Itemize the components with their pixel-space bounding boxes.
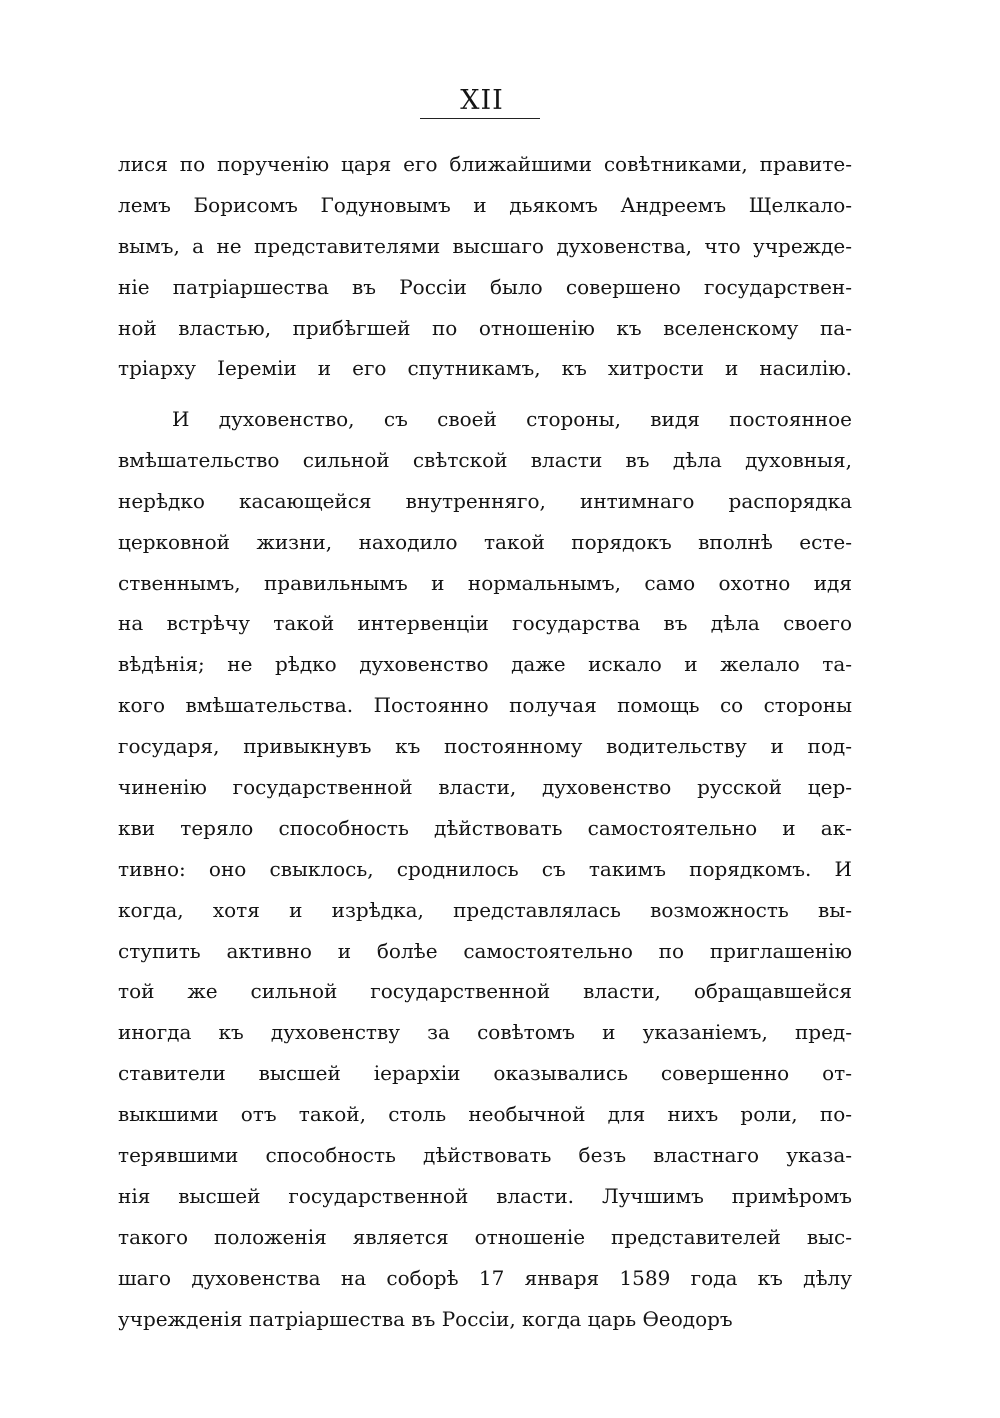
text-line: тріарху Іереміи и его спутникамъ, къ хитрости и насилію. [118,356,852,381]
page-number-rule [420,118,540,119]
text-line: шаго духовенства на соборѣ 17 января 1589 года къ дѣлу [118,1265,852,1290]
text-line: вѣдѣнія; не рѣдко духовенство даже искало и желало та- [118,652,852,677]
text-line: лемъ Борисомъ Годуновымъ и дьякомъ Андреемъ Щелкало- [118,192,852,217]
text-line: нерѣдко касающейся внутренняго, интимнаго распорядка [118,488,852,513]
text-line: церковной жизни, находило такой порядокъ вполнѣ есте- [118,529,852,554]
text-line: государя, привыкнувъ къ постоянному водительству и под- [118,734,852,759]
paragraph-2 [118,399,852,1339]
page-number: XII [460,85,504,116]
text-line: ственнымъ, правильнымъ и нормальнымъ, само охотно идя [118,570,852,595]
text-line: тивно: оно свыклось, сроднилось съ такимъ порядкомъ. И [118,856,852,881]
text-line: выкшими отъ такой, столь необычной для нихъ роли, по- [118,1102,852,1127]
text-line: кви теряло способность дѣйствовать самостоятельно и ак- [118,815,852,840]
text-line: вымъ, а не представителями высшаго духовенства, что учрежде- [118,233,852,258]
text-line: чиненію государственной власти, духовенство русской цер- [118,775,852,800]
text-line: лися по порученію царя его ближайшими совѣтниками, правите- [118,152,852,176]
text-line: терявшими способность дѣйствовать безъ властнаго указа- [118,1143,852,1168]
text-line: ніе патріаршества въ Россіи было совершено государствен- [118,274,852,299]
text-line: вмѣшательство сильной свѣтской власти въ дѣла духовныя, [118,447,852,472]
text-line: ставители высшей іерархіи оказывались совершенно от- [118,1061,852,1086]
paragraph-1 [118,144,852,389]
text-line: ной властью, прибѣгшей по отношенію къ вселенскому па- [118,315,852,340]
text-line: И духовенство, съ своей стороны, видя постоянное [172,407,852,431]
text-line: учрежденія патріаршества въ Россіи, когда царь Ѳеодоръ [118,1306,733,1331]
text-line: когда, хотя и изрѣдка, представлялась возможность вы- [118,897,852,922]
text-line: ступить активно и болѣе самостоятельно по приглашенію [118,938,852,963]
text-line: той же сильной государственной власти, обращавшейся [118,979,852,1004]
text-line: нія высшей государственной власти. Лучшимъ примѣромъ [118,1183,852,1208]
text-line: на встрѣчу такой интервенціи государства въ дѣла своего [118,611,852,636]
text-line: такого положенія является отношеніе представителей выс- [118,1224,852,1249]
text-line: иногда къ духовенству за совѣтомъ и указаніемъ, пред- [118,1020,852,1045]
text-line: кого вмѣшательства. Постоянно получая помощь со стороны [118,693,852,718]
